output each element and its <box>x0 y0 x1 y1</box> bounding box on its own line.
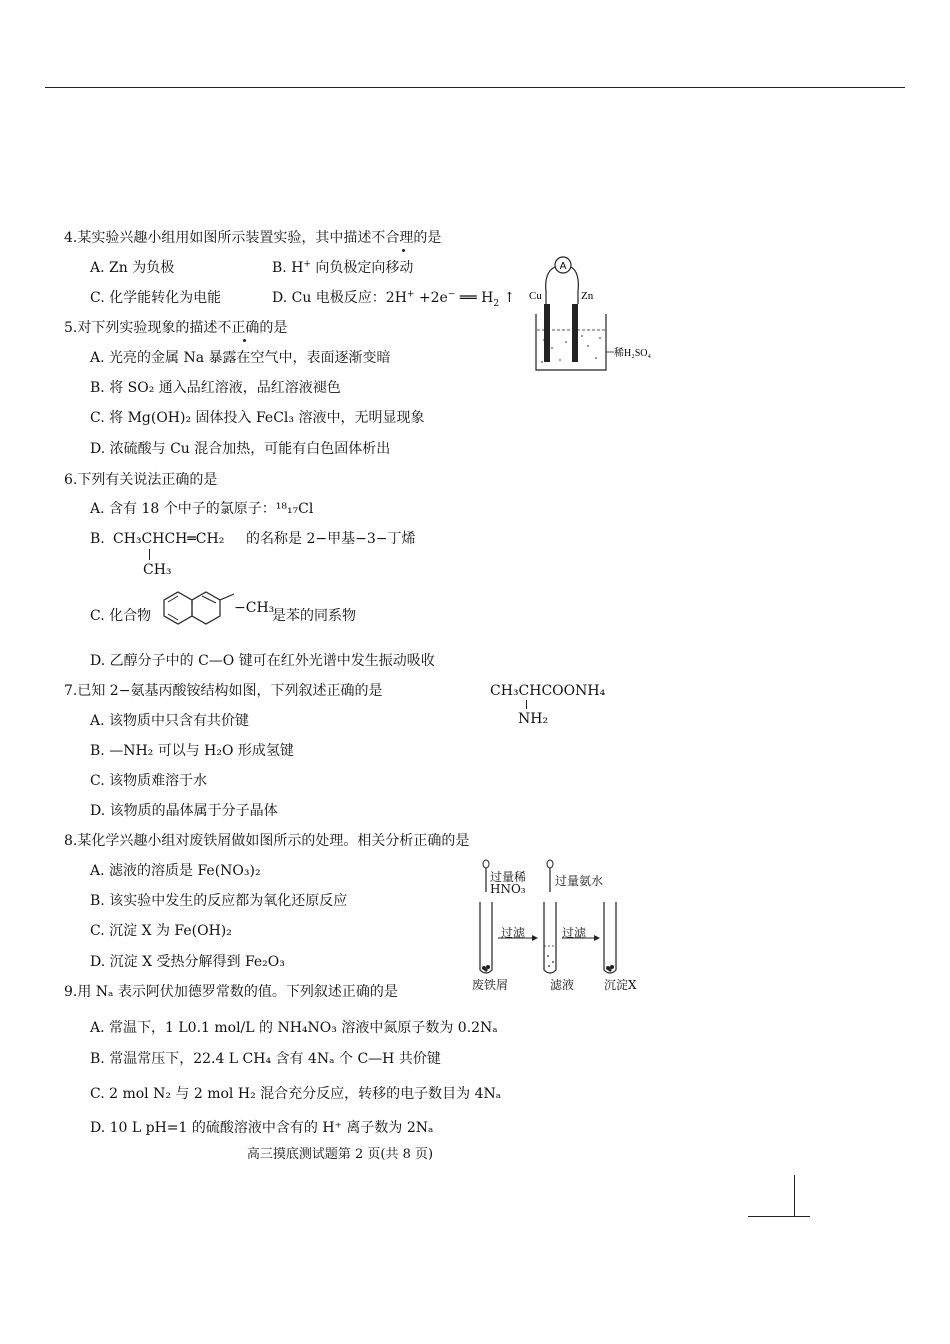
q8-option-b: B. 该实验中发生的反应都为氧化还原反应 <box>90 893 348 909</box>
test-tube-1 <box>480 902 492 973</box>
galvanic-cell-diagram <box>522 252 652 374</box>
q5-option-c: C. 将 Mg(OH)₂ 固体投入 FeCl₃ 溶液中，无明显现象 <box>90 410 425 426</box>
q6-option-c-text: 是苯的同系物 <box>272 608 356 624</box>
q6-stem: 6.下列有关说法正确的是 <box>64 472 218 488</box>
q6-option-d: D. 乙醇分子中的 C—O 键可在红外光谱中发生振动吸收 <box>90 653 435 669</box>
solution-fill <box>541 335 601 363</box>
header-rule <box>45 87 905 88</box>
tube-2-label: 滤液 <box>550 978 575 992</box>
test-tube-3 <box>604 902 616 973</box>
q7-stem: 7.已知 2−氨基丙酸铵结构如图，下列叙述正确的是 <box>64 683 383 699</box>
reagent-1-line2: HNO₃ <box>490 882 526 896</box>
left-wire <box>546 267 555 304</box>
q7-branch: NH₂ <box>518 711 549 727</box>
cu-electrode <box>544 304 550 362</box>
q9-option-c: C. 2 mol N₂ 与 2 mol H₂ 混合充分反应，转移的电子数目为 4Nₐ <box>90 1086 502 1102</box>
q8-option-d: D. 沉淀 X 受热分解得到 Fe₂O₃ <box>90 954 285 970</box>
emphasis-dot <box>243 339 246 342</box>
q4-option-d: D. Cu 电极反应：2H+ +2e− ══ $H_2$ ↑ <box>272 289 516 309</box>
q4-stem: 4.某实验兴趣小组用如图所示装置实验，其中描述不合理的是 <box>64 230 442 246</box>
tube-1-label: 废铁屑 <box>472 978 509 992</box>
q5-option-a: A. 光亮的金属 Na 暴露在空气中，表面逐渐变暗 <box>90 350 391 366</box>
cu-electrode-label: Cu <box>529 290 542 302</box>
right-wire <box>571 267 578 304</box>
q5-option-d: D. 浓硫酸与 Cu 混合加热，可能有白色固体析出 <box>90 441 391 457</box>
q8-option-a: A. 滤液的溶质是 Fe(NO₃)₂ <box>90 863 261 879</box>
q7-option-d: D. 该物质的晶体属于分子晶体 <box>90 803 278 819</box>
step-2-filter: 过滤 <box>562 926 587 940</box>
branch-bond <box>526 700 527 709</box>
q6-option-b-text: 的名称是 2−甲基−3−丁烯 <box>246 531 416 547</box>
q4-option-a: A. Zn 为负极 <box>90 260 175 276</box>
q7-option-a: A. 该物质中只含有共价键 <box>90 713 250 729</box>
step-1-filter: 过滤 <box>501 926 526 940</box>
crop-mark-horizontal <box>748 1216 810 1217</box>
q5-stem: 5.对下列实验现象的描述不正确的是 <box>64 320 288 336</box>
dropper-icon <box>547 860 553 892</box>
q7-option-c: C. 该物质难溶于水 <box>90 773 208 789</box>
page-footer: 高三摸底测试题第 2 页(共 8 页) <box>246 1147 434 1162</box>
q8-stem: 8.某化学兴趣小组对废铁屑做如图所示的处理。相关分析正确的是 <box>64 833 470 849</box>
q6-option-b-label: B. <box>90 531 105 547</box>
ammeter-label: A <box>559 261 567 272</box>
q6-option-b-branch: CH₃ <box>143 562 172 578</box>
q9-option-a: A. 常温下，1 L0.1 mol/L 的 NH₄NO₃ 溶液中氮原子数为 0.2Nₐ <box>90 1020 498 1036</box>
q6-option-c-label: C. 化合物 <box>90 608 152 624</box>
solution-label: 稀H₂SO₄ <box>614 348 651 359</box>
q7-option-b: B. —NH₂ 可以与 H₂O 形成氢键 <box>90 743 294 759</box>
zn-electrode-label: Zn <box>581 290 594 302</box>
test-tube-2 <box>544 902 556 973</box>
zn-electrode <box>572 304 578 362</box>
reagent-2: 过量氨水 <box>555 874 604 888</box>
tube-3-label: 沉淀X <box>604 978 637 992</box>
q4-option-c: C. 化学能转化为电能 <box>90 290 222 306</box>
emphasis-dot <box>402 249 405 252</box>
crop-mark-vertical <box>794 1175 795 1217</box>
q9-option-b: B. 常温常压下，22.4 L CH₄ 含有 4Nₐ 个 C—H 共价键 <box>90 1051 441 1067</box>
q5-option-b: B. 将 SO₂ 通入品红溶液，品红溶液褪色 <box>90 380 341 396</box>
q6-option-b-formula: CH₃CHCH═CH₂ <box>113 531 225 547</box>
methylnaphthalene-structure <box>158 588 236 640</box>
q7-formula: CH₃CHCOONH₄ <box>490 683 606 699</box>
q4-option-b: B. H+ 向负极定向移动 <box>272 259 414 276</box>
q6-option-c-substituent: −CH₃ <box>234 600 275 616</box>
dropper-icon <box>483 860 489 892</box>
q9-option-d: D. 10 L pH=1 的硫酸溶液中含有的 H⁺ 离子数为 2Nₐ <box>90 1120 434 1136</box>
branch-bond <box>149 549 150 560</box>
q8-option-c: C. 沉淀 X 为 Fe(OH)₂ <box>90 923 232 939</box>
q6-option-a: A. 含有 18 个中子的氯原子：¹⁸₁₇Cl <box>90 501 314 517</box>
reagent-1-line1: 过量稀 <box>490 870 527 884</box>
q9-stem: 9.用 Nₐ 表示阿伏加德罗常数的值。下列叙述正确的是 <box>64 984 398 1000</box>
